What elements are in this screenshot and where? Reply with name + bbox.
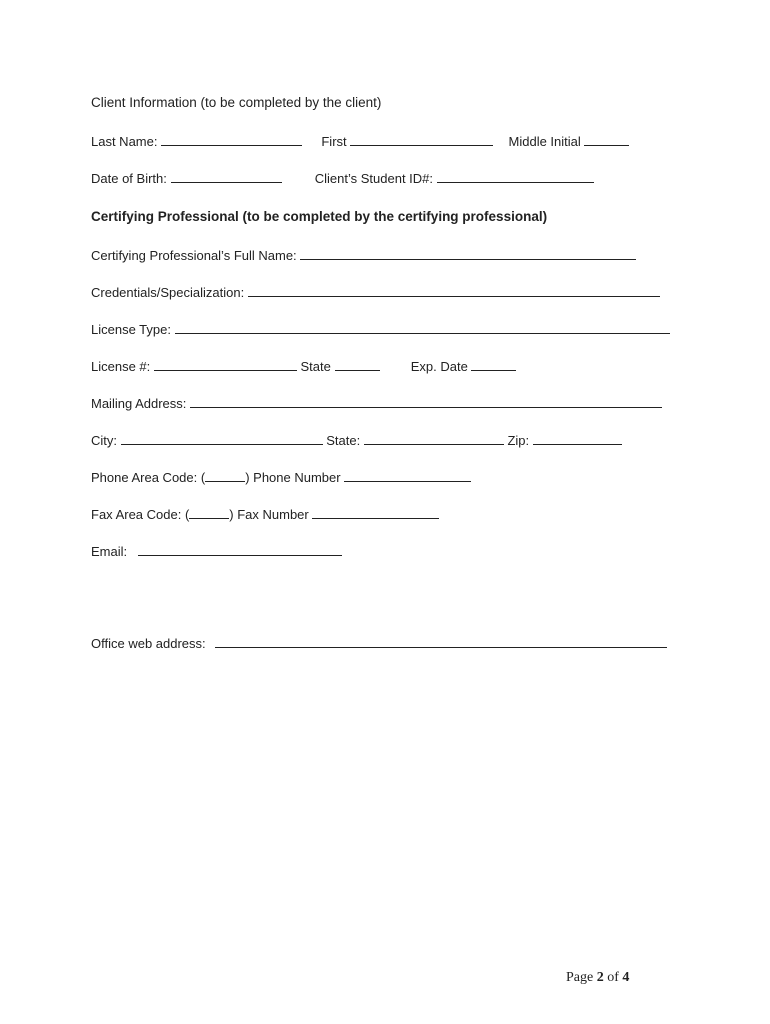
web-address-field[interactable] <box>215 635 667 648</box>
student-id-field[interactable] <box>437 170 594 183</box>
fax-area-label: Fax Area Code: ( <box>91 507 190 522</box>
city-label: City: <box>91 433 117 448</box>
credentials-field[interactable] <box>248 284 660 297</box>
middle-initial-label: Middle Initial <box>508 134 581 149</box>
fax-number-field[interactable] <box>312 506 439 519</box>
credentials-row <box>91 284 660 300</box>
last-name-label: Last Name: <box>91 134 158 149</box>
mailing-address-label: Mailing Address: <box>91 396 187 411</box>
first-name-field[interactable] <box>350 133 493 146</box>
license-state-label: State <box>300 359 331 374</box>
exp-date-field[interactable] <box>471 358 516 371</box>
full-name-label: Certifying Professional’s Full Name: <box>91 248 297 263</box>
web-address-row <box>91 635 667 651</box>
full-name-field[interactable] <box>300 247 636 260</box>
last-name-field[interactable] <box>161 133 302 146</box>
license-number-field[interactable] <box>154 358 297 371</box>
name-row <box>91 133 629 149</box>
student-id-label: Client’s Student ID#: <box>314 171 434 186</box>
of-word: of <box>607 970 619 985</box>
city-field[interactable] <box>121 432 323 445</box>
professional-section-heading: Certifying Professional (to be completed by the certifying professional) <box>91 209 548 224</box>
state-label: State: <box>326 433 361 448</box>
city-row <box>91 432 622 448</box>
email-field[interactable] <box>138 543 342 556</box>
dob-label: Date of Birth: <box>91 171 167 186</box>
zip-field[interactable] <box>533 432 622 445</box>
email-row <box>91 543 342 559</box>
credentials-label: Credentials/Specialization: <box>91 285 245 300</box>
phone-number-label: ) Phone Number <box>245 470 341 485</box>
fax-row <box>91 506 439 522</box>
page-total: 4 <box>622 970 630 985</box>
fax-area-field[interactable] <box>189 506 229 519</box>
fax-number-label: ) Fax Number <box>229 507 309 522</box>
phone-area-field[interactable] <box>205 469 245 482</box>
page-word: Page <box>566 970 594 985</box>
license-number-row <box>91 358 516 374</box>
license-type-row <box>91 321 670 337</box>
phone-row <box>91 469 471 485</box>
license-type-field[interactable] <box>175 321 670 334</box>
mailing-address-row <box>91 395 662 411</box>
zip-label: Zip: <box>507 433 530 448</box>
page-current: 2 <box>596 970 604 985</box>
dob-field[interactable] <box>171 170 282 183</box>
mailing-address-field[interactable] <box>190 395 662 408</box>
license-state-field[interactable] <box>335 358 380 371</box>
page-number <box>566 970 629 986</box>
middle-initial-field[interactable] <box>584 133 629 146</box>
dob-row <box>91 170 594 186</box>
license-type-label: License Type: <box>91 322 171 337</box>
state-field[interactable] <box>364 432 504 445</box>
client-section-heading: Client Information (to be completed by the client) <box>91 95 382 110</box>
phone-number-field[interactable] <box>344 469 471 482</box>
full-name-row <box>91 247 636 263</box>
email-label: Email: <box>91 544 128 559</box>
exp-date-label: Exp. Date <box>410 359 468 374</box>
license-number-label: License #: <box>91 359 151 374</box>
first-name-label: First <box>321 134 347 149</box>
phone-area-label: Phone Area Code: ( <box>91 470 206 485</box>
web-address-label: Office web address: <box>91 636 206 651</box>
